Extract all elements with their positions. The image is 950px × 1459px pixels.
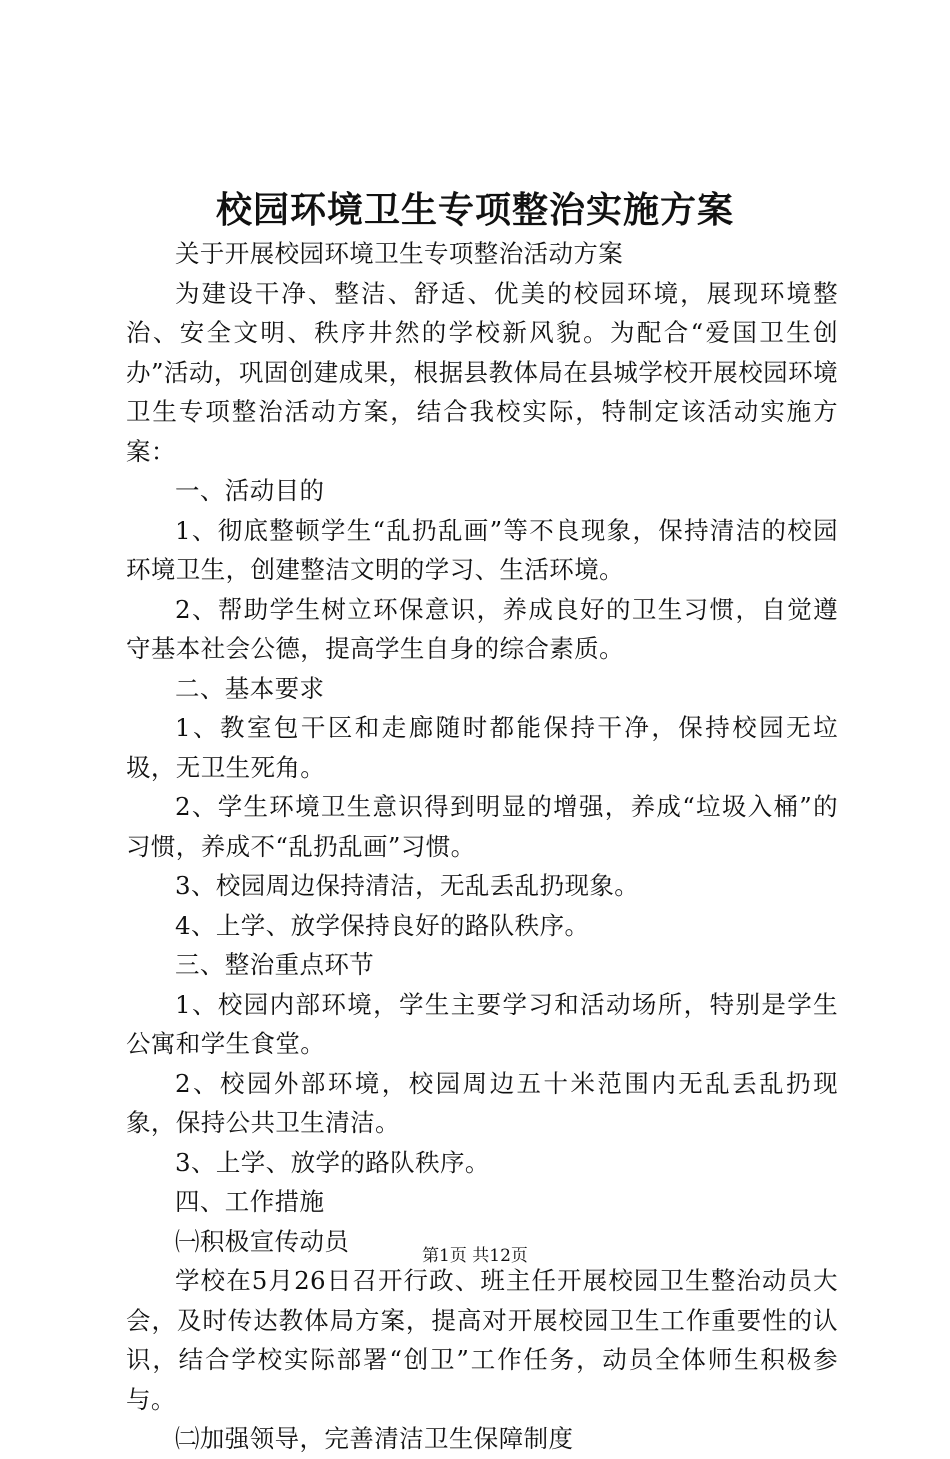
paragraph: 3、校园周边保持清洁，无乱丢乱扔现象。 [175, 871, 640, 900]
section-heading: 二、基本要求 [175, 673, 325, 703]
paragraph: 1、彻底整顿学生“乱扔乱画”等不良现象，保持清洁的校园环境卫生，创建整洁文明的学习、生活环境。 [126, 515, 838, 584]
section-heading: 四、工作措施 [175, 1187, 325, 1216]
section-heading: 三、整治重点环节 [175, 950, 375, 979]
section-heading: 一、活动目的 [175, 476, 325, 505]
document-title: 校园环境卫生专项整治实施方案 [215, 189, 734, 231]
paragraph: 为建设干净、整洁、舒适、优美的校园环境，展现环境整治、安全文明、秩序井然的学校新风貌。为配合“爱国卫生创办”活动，巩固创建成果，根据县教体局在县城学校开展校园环境卫生专项整治活动方案，结合我校实际，特制定该活动实施方案： [126, 278, 838, 466]
page-number-footer: 第1页 共12页 [422, 1246, 528, 1266]
subsection-heading: ㈡加强领导，完善清洁卫生保障制度 [175, 1424, 574, 1453]
paragraph: 2、学生环境卫生意识得到明显的增强，养成“垃圾入桶”的习惯，养成不“乱扔乱画”习惯。 [126, 792, 838, 861]
subsection-heading: ㈠积极宣传动员 [175, 1226, 350, 1256]
paragraph: 1、教室包干区和走廊随时都能保持干净，保持校园无垃圾，无卫生死角。 [126, 713, 838, 782]
paragraph: 4、上学、放学保持良好的路队秩序。 [175, 910, 590, 940]
document-body [126, 234, 838, 1459]
paragraph: 3、上学、放学的路队秩序。 [175, 1147, 490, 1177]
paragraph: 1、校园内部环境，学生主要学习和活动场所，特别是学生公寓和学生食堂。 [126, 989, 838, 1058]
paragraph: 2、帮助学生树立环保意识，养成良好的卫生习惯，自觉遵守基本社会公德，提高学生自身的综合素质。 [126, 594, 838, 663]
paragraph: 学校在5月26日召开行政、班主任开展校园卫生整治动员大会，及时传达教体局方案，提高对开展校园卫生工作重要性的认识，结合学校实际部署“创卫”工作任务，动员全体师生积极参与。 [126, 1266, 838, 1414]
paragraph: 2、校园外部环境，校园周边五十米范围内无乱丢乱扔现象，保持公共卫生清洁。 [126, 1068, 838, 1137]
paragraph: 关于开展校园环境卫生专项整治活动方案 [175, 239, 624, 268]
